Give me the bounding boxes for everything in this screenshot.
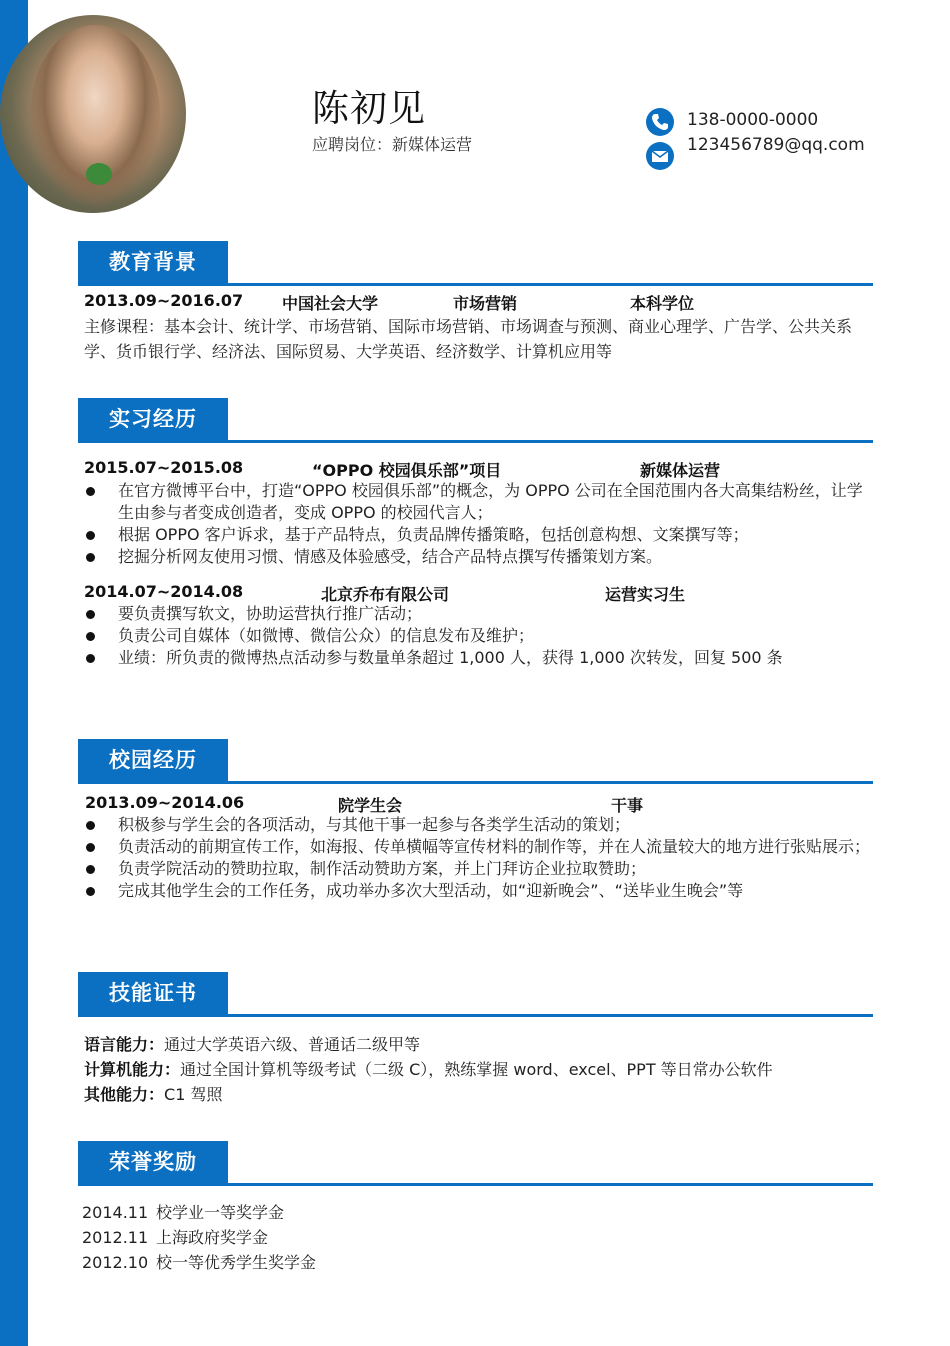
skill-value: 通过全国计算机等级考试（二级 C），熟练掌握 word、excel、PPT 等日常办公软件: [180, 1060, 773, 1079]
internship-duties: [84, 603, 874, 669]
award-item: [82, 1225, 268, 1248]
section-campus: [78, 739, 873, 783]
campus-org: 院学生会: [338, 796, 403, 815]
skill-computer: [84, 1057, 773, 1082]
list-item: 负责学院活动的赞助拉取，制作活动赞助方案，并上门拜访企业拉取赞助；: [84, 858, 874, 880]
award-date: 2014.11: [82, 1203, 149, 1222]
section-divider: [78, 440, 873, 443]
skill-label: 计算机能力：: [84, 1060, 181, 1079]
skill-value: 通过大学英语六级、普通话二级甲等: [164, 1035, 421, 1054]
edu-date: 2013.09~2016.07: [84, 291, 244, 310]
section-internship: [78, 398, 873, 442]
profile-photo: [0, 15, 186, 213]
list-item: 负责活动的前期宣传工作，如海报、传单横幅等宣传材料的制作等，并在人流量较大的地方进行张贴展示；: [84, 836, 874, 858]
section-skills: [78, 972, 873, 1016]
award-name: 校学业一等奖学金: [156, 1203, 285, 1222]
job-role: 运营实习生: [605, 585, 686, 604]
campus-duties: [84, 814, 874, 902]
list-item: 积极参与学生会的各项活动，与其他干事一起参与各类学生活动的策划；: [84, 814, 874, 836]
mail-icon: [646, 142, 674, 170]
list-item: 业绩：所负责的微博热点活动参与数量单条超过 1,000 人，获得 1,000 次转发，回复 500 条: [84, 647, 874, 669]
section-divider: [78, 781, 873, 784]
skill-language: [84, 1032, 420, 1057]
edu-degree: 本科学位: [630, 294, 695, 313]
list-item: 挖掘分析网友使用习惯、情感及体验感受，结合产品特点撰写传播策划方案。: [84, 546, 874, 568]
job-date: 2015.07~2015.08: [84, 458, 244, 477]
award-name: 上海政府奖学金: [156, 1228, 269, 1247]
list-item: 在官方微博平台中，打造“OPPO 校园俱乐部”的概念，为 OPPO 公司在全国范围内各大高集结粉丝，让学生由参与者变成创造者，变成 OPPO 的校园代言人；: [84, 480, 874, 524]
section-divider: [78, 1014, 873, 1017]
edu-school: 中国社会大学: [282, 294, 379, 313]
job-role: 新媒体运营: [640, 461, 721, 480]
phone-number: 138-0000-0000: [687, 110, 819, 130]
section-title: 技能证书: [78, 972, 228, 1014]
job-org: 北京乔布有限公司: [321, 585, 450, 604]
section-title: 校园经历: [78, 739, 228, 781]
campus-date: 2013.09~2014.06: [85, 793, 245, 812]
list-item: 完成其他学生会的工作任务，成功举办多次大型活动，如“迎新晚会”、“送毕业生晚会”等: [84, 880, 874, 902]
section-education: [78, 241, 873, 285]
job-target: 应聘岗位：新媒体运营: [312, 135, 473, 154]
section-title: 实习经历: [78, 398, 228, 440]
list-item: 要负责撰写软文，协助运营执行推广活动；: [84, 603, 874, 625]
edu-major: 市场营销: [453, 294, 518, 313]
award-date: 2012.10: [82, 1253, 149, 1272]
section-title: 教育背景: [78, 241, 228, 283]
skill-value: C1 驾照: [164, 1085, 223, 1104]
skill-other: [84, 1082, 222, 1107]
internship-duties: [84, 480, 874, 568]
job-org: “OPPO 校园俱乐部”项目: [312, 461, 502, 480]
skill-label: 其他能力：: [84, 1085, 165, 1104]
phone-icon: [646, 108, 674, 136]
candidate-name: 陈初见: [312, 87, 426, 130]
section-title: 荣誉奖励: [78, 1141, 228, 1183]
award-date: 2012.11: [82, 1228, 149, 1247]
edu-courses: 主修课程：基本会计、统计学、市场营销、国际市场营销、市场调查与预测、商业心理学、广告学、公共关系学、货币银行学、经济法、国际贸易、大学英语、经济数学、计算机应用等: [84, 317, 853, 361]
side-accent-bar: [0, 0, 28, 1346]
email-address: 123456789@qq.com: [687, 135, 865, 155]
section-honors: [78, 1141, 873, 1185]
section-divider: [78, 283, 873, 286]
campus-role: 干事: [611, 796, 644, 815]
award-name: 校一等优秀学生奖学金: [156, 1253, 317, 1272]
skill-label: 语言能力：: [84, 1035, 165, 1054]
job-date: 2014.07~2014.08: [84, 582, 244, 601]
list-item: 负责公司自媒体（如微博、微信公众）的信息发布及维护；: [84, 625, 874, 647]
list-item: 根据 OPPO 客户诉求，基于产品特点，负责品牌传播策略，包括创意构想、文案撰写等；: [84, 524, 874, 546]
award-item: [82, 1250, 316, 1273]
section-divider: [78, 1183, 873, 1186]
award-item: [82, 1200, 284, 1223]
